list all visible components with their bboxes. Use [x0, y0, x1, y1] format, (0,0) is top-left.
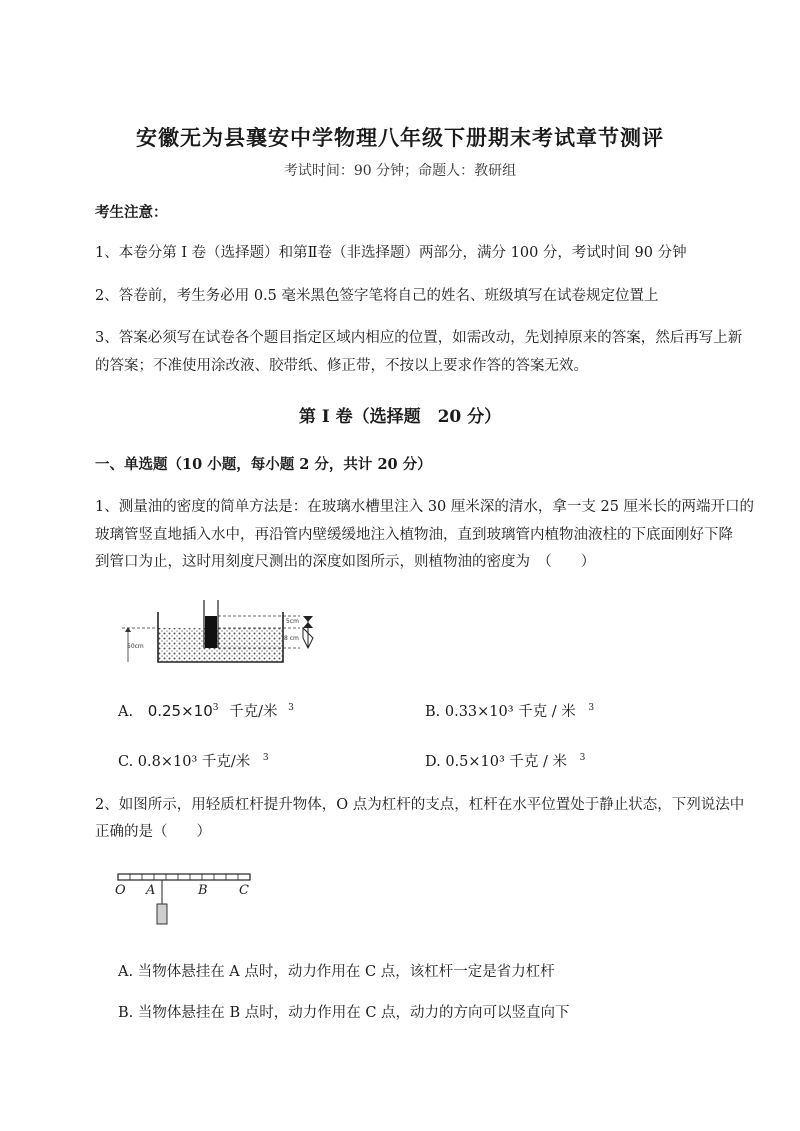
q1-line-3: 到管口为止，这时用刻度尺测出的深度如图所示，则植物油的密度为 （ ）: [95, 554, 596, 570]
q1-option-c[interactable]: [118, 750, 269, 771]
q2-label-c: C: [239, 883, 249, 898]
q1-option-a-unit-exp: 3: [288, 703, 294, 714]
q1-option-b-text: B. 0.33×10³ 千克 / 米: [425, 704, 576, 720]
q1-option-a[interactable]: [118, 700, 294, 721]
q1-option-b[interactable]: [425, 700, 594, 721]
q2-line-1: 2、如图所示，用轻质杠杆提升物体，O 点为杠杆的支点，杠杆在水平位置处于静止状态，下列说法中: [95, 797, 745, 813]
q2-label-a: A: [146, 883, 156, 898]
page-subtitle: 考试时间：90 分钟；命题人：教研组: [283, 163, 517, 179]
q2-lever: [118, 874, 250, 880]
notice-item-3: 3、答案必须写在试卷各个题目指定区域内相应的位置，如需改动，先划掉原来的答案，然后再写上新: [95, 330, 743, 346]
q1-option-c-text: C. 0.8×10³ 千克/米: [118, 754, 251, 770]
q1-option-a-unit: 千克/米: [229, 704, 278, 720]
section-title: 第 I 卷（选择题 20 分）: [298, 407, 502, 427]
q1-water: [158, 628, 283, 662]
q1-option-a-value: 0.25×10: [147, 702, 213, 720]
q1-option-d-text: D. 0.5×10³ 千克 / 米: [425, 754, 568, 770]
q1-label-right: 8 cm: [284, 635, 299, 642]
q1-option-a-exp: 3: [212, 703, 219, 714]
q1-option-b-exp: 3: [588, 703, 595, 714]
q1-label-left: 50cm: [127, 643, 144, 650]
q2-option-a-text: A. 当物体悬挂在 A 点时，动力作用在 C 点，该杠杆一定是省力杠杆: [118, 964, 555, 980]
notice-item-3-cont: 的答案；不准使用涂改液、胶带纸、修正带，不按以上要求作答的答案无效。: [95, 358, 588, 374]
q2-option-b-text: B. 当物体悬挂在 B 点时，动力作用在 C 点，动力的方向可以竖直向下: [118, 1005, 570, 1021]
q1-line-1: 1、测量油的密度的简单方法是：在玻璃水槽里注入 30 厘米深的清水，拿一支 25 厘米长的两端开口的: [95, 499, 755, 515]
q2-label-b: B: [198, 883, 208, 898]
q1-option-c-exp: 3: [262, 753, 269, 764]
page-title: 安徽无为县襄安中学物理八年级下册期末考试章节测评: [136, 125, 664, 150]
notice-heading: 考生注意：: [95, 204, 168, 221]
q2-option-b[interactable]: [118, 1001, 570, 1022]
part-heading: 一、单选题（10 小题，每小题 2 分，共计 20 分）: [95, 456, 432, 473]
q1-option-d[interactable]: [425, 750, 585, 771]
q2-weight: [157, 904, 167, 924]
q1-label-top: 5cm: [286, 618, 299, 625]
q2-lever-figure: [110, 870, 260, 928]
q2-line-2: 正确的是（ ）: [95, 824, 211, 840]
q2-label-o: O: [115, 883, 126, 898]
notice-item-2: 2、答卷前，考生务必用 0.5 毫米黑色签字笔将自己的姓名、班级填写在试卷规定位置上: [95, 288, 659, 304]
q1-line-2: 玻璃管竖直地插入水中，再沿管内壁缓缓地注入植物油，直到玻璃管内植物油液柱的下底面刚好下降: [95, 527, 733, 543]
q1-tank-figure: [118, 592, 328, 668]
q1-option-d-exp: 3: [579, 753, 586, 764]
q1-oil-column: [205, 616, 217, 648]
notice-item-1: 1、本卷分第 I 卷（选择题）和第Ⅱ卷（非选择题）两部分，满分 100 分，考试时间 90 分钟: [95, 245, 687, 261]
q2-option-a[interactable]: [118, 960, 555, 981]
q1-option-a-letter: A.: [118, 704, 134, 720]
